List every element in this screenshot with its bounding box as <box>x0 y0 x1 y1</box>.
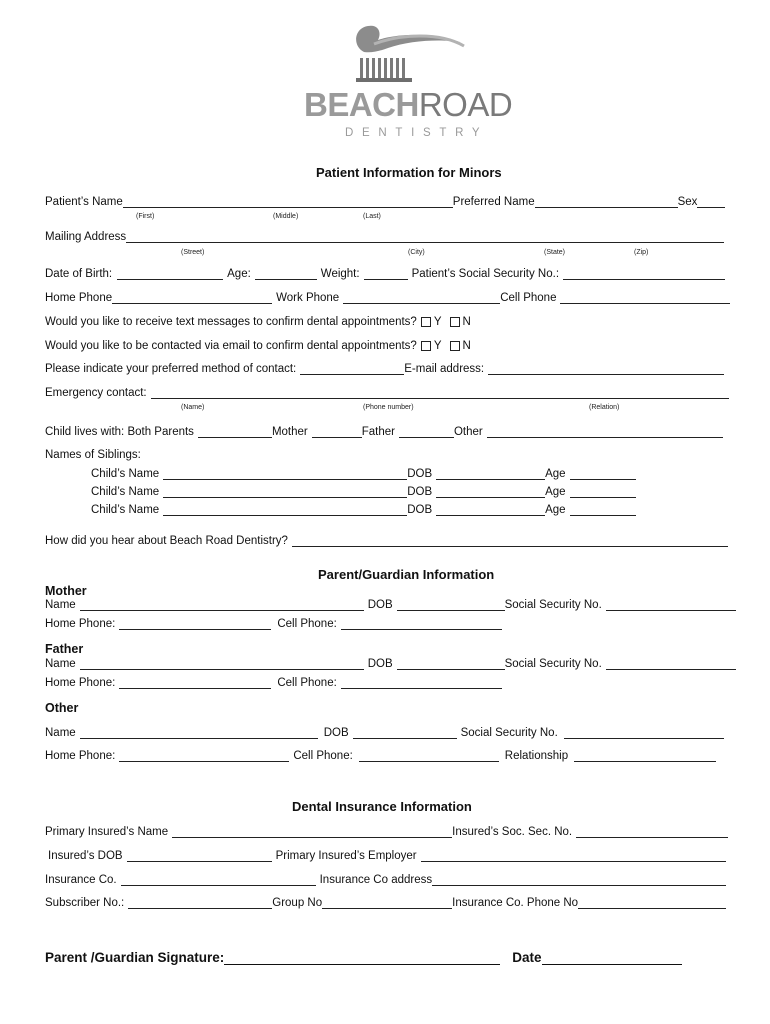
brand-road: ROAD <box>418 86 513 123</box>
father-home-phone-field[interactable] <box>119 677 271 689</box>
siblings-label: Names of Siblings: <box>45 449 141 461</box>
sex-label: Sex <box>677 196 698 208</box>
sub-zip: (Zip) <box>634 249 649 256</box>
emergency-field[interactable] <box>151 387 729 399</box>
subscriber-row <box>45 897 726 909</box>
dob-field[interactable] <box>117 268 223 280</box>
mother-heading: Mother <box>45 584 87 598</box>
insured-ssn-field[interactable] <box>576 826 728 838</box>
sibling-row <box>91 504 636 516</box>
mother-cell-phone-field[interactable] <box>341 618 502 630</box>
lives-other-field[interactable] <box>487 426 723 438</box>
brand-name <box>304 88 512 121</box>
email-question-row <box>45 340 471 352</box>
other-name-field[interactable] <box>80 727 318 739</box>
father-home-phone-label: Home Phone: <box>45 677 116 689</box>
sibling-row <box>91 486 636 498</box>
other-home-phone-label: Home Phone: <box>45 750 116 762</box>
mother-dob-field[interactable] <box>397 599 505 611</box>
email-no-checkbox[interactable] <box>450 341 460 351</box>
sub-middle: (Middle) <box>273 213 299 220</box>
work-phone-label: Work Phone <box>276 292 340 304</box>
sex-field[interactable] <box>697 196 725 208</box>
emergency-label: Emergency contact: <box>45 387 147 399</box>
sibling-age-label: Age <box>545 468 566 480</box>
cell-phone-label: Cell Phone <box>500 292 557 304</box>
father-name-field[interactable] <box>80 658 364 670</box>
insurance-phone-field[interactable] <box>578 897 726 909</box>
referral-field[interactable] <box>292 535 728 547</box>
mother-dob-label: DOB <box>367 599 393 611</box>
father-name-label: Name <box>45 658 76 670</box>
sibling-age-field[interactable] <box>570 468 636 480</box>
mailing-address-row <box>45 231 724 243</box>
preferred-name-field[interactable] <box>535 196 678 208</box>
email-address-label: E-mail address: <box>404 363 485 375</box>
sibling-row <box>91 468 636 480</box>
mother-home-phone-field[interactable] <box>119 618 271 630</box>
other-name-label: Name <box>45 727 76 739</box>
other-ssn-field[interactable] <box>564 727 724 739</box>
sibling-dob-field[interactable] <box>436 468 545 480</box>
primary-insured-name-field[interactable] <box>172 826 452 838</box>
other-dob-label: DOB <box>323 727 349 739</box>
insurance-company-label: Insurance Co. <box>45 874 117 886</box>
dob-row <box>45 268 725 280</box>
mother-home-phone-label: Home Phone: <box>45 618 116 630</box>
age-field[interactable] <box>255 268 317 280</box>
father-cell-phone-label: Cell Phone: <box>277 677 337 689</box>
referral-row <box>45 535 728 547</box>
patient-name-label: Patient’s Name <box>45 196 123 208</box>
text-yes-checkbox[interactable] <box>421 317 431 327</box>
mailing-address-field[interactable] <box>126 231 724 243</box>
sibling-dob-field[interactable] <box>436 504 545 516</box>
employer-field[interactable] <box>421 850 726 862</box>
patient-ssn-field[interactable] <box>563 268 725 280</box>
patient-name-row <box>45 196 725 208</box>
insurance-section-title: Dental Insurance Information <box>292 799 472 814</box>
lives-mother-label: Mother <box>271 426 308 438</box>
patient-name-field[interactable] <box>123 196 453 208</box>
subscriber-field[interactable] <box>128 897 272 909</box>
lives-other-label: Other <box>453 426 483 438</box>
sub-first: (First) <box>136 213 155 220</box>
referral-label: How did you hear about Beach Road Dentistry? <box>45 535 288 547</box>
mother-cell-phone-label: Cell Phone: <box>277 618 337 630</box>
contact-method-field[interactable] <box>300 363 404 375</box>
sibling-dob-label: DOB <box>407 468 433 480</box>
email-yes-checkbox[interactable] <box>421 341 431 351</box>
other-ssn-label: Social Security No. <box>460 727 558 739</box>
sibling-age-field[interactable] <box>570 504 636 516</box>
other-home-phone-field[interactable] <box>119 750 289 762</box>
both-parents-field[interactable] <box>198 426 272 438</box>
insurance-phone-label: Insurance Co. Phone No <box>452 897 579 909</box>
weight-label: Weight: <box>320 268 360 280</box>
toothbrush-logo-icon <box>350 22 470 84</box>
insured-dob-label: Insured’s DOB <box>48 850 123 862</box>
lives-with-row <box>45 426 723 438</box>
email-question: Would you like to be contacted via email to confirm dental appointments? <box>45 340 417 352</box>
work-phone-field[interactable] <box>343 292 500 304</box>
mother-name-field[interactable] <box>80 599 364 611</box>
emergency-row <box>45 387 729 399</box>
dob-label: Date of Birth: <box>45 268 113 280</box>
text-question-row <box>45 316 471 328</box>
other-phone-row <box>45 750 716 762</box>
sibling-name-label: Child’s Name <box>91 468 160 480</box>
signature-field[interactable] <box>224 951 500 965</box>
sub-emergency-name: (Name) <box>181 404 205 411</box>
other-cell-phone-field[interactable] <box>359 750 499 762</box>
text-yes-label: Y <box>433 316 442 328</box>
other-heading: Other <box>45 701 79 715</box>
group-field[interactable] <box>322 897 452 909</box>
insurance-company-row <box>45 874 726 886</box>
sub-last: (Last) <box>363 213 381 220</box>
insured-dob-row <box>48 850 726 862</box>
sibling-name-field[interactable] <box>163 486 407 498</box>
home-phone-label: Home Phone <box>45 292 113 304</box>
brand-beach: BEACH <box>304 86 419 123</box>
mailing-address-label: Mailing Address <box>45 231 127 243</box>
sibling-age-label: Age <box>545 504 566 516</box>
signature-date-label: Date <box>512 950 542 965</box>
signature-date-field[interactable] <box>542 951 682 965</box>
email-no-label: N <box>462 340 471 352</box>
father-phone-row <box>45 677 502 689</box>
text-no-checkbox[interactable] <box>450 317 460 327</box>
text-no-label: N <box>462 316 471 328</box>
brand-subtitle: DENTISTRY <box>345 127 489 139</box>
age-label: Age: <box>227 268 251 280</box>
sub-street: (Street) <box>181 249 205 256</box>
form-title: Patient Information for Minors <box>316 165 502 180</box>
other-dob-field[interactable] <box>353 727 457 739</box>
home-phone-field[interactable] <box>112 292 272 304</box>
insured-ssn-label: Insured’s Soc. Sec. No. <box>452 826 573 838</box>
insured-dob-field[interactable] <box>127 850 272 862</box>
sub-city: (City) <box>408 249 425 256</box>
siblings-heading-row <box>45 449 141 461</box>
lives-mother-field[interactable] <box>312 426 362 438</box>
sibling-age-label: Age <box>545 486 566 498</box>
father-name-row <box>45 658 736 670</box>
phone-row <box>45 292 730 304</box>
mother-phone-row <box>45 618 502 630</box>
mother-ssn-field[interactable] <box>606 599 736 611</box>
sibling-dob-label: DOB <box>407 504 433 516</box>
sub-state: (State) <box>544 249 566 256</box>
patient-ssn-label: Patient’s Social Security No.: <box>411 268 560 280</box>
sibling-name-field[interactable] <box>163 504 407 516</box>
father-cell-phone-field[interactable] <box>341 677 502 689</box>
father-ssn-label: Social Security No. <box>504 658 602 670</box>
sub-emergency-relation: (Relation) <box>589 404 620 411</box>
father-dob-label: DOB <box>367 658 393 670</box>
relationship-field[interactable] <box>574 750 716 762</box>
father-heading: Father <box>45 642 84 656</box>
sibling-dob-label: DOB <box>407 486 433 498</box>
father-dob-field[interactable] <box>397 658 505 670</box>
weight-field[interactable] <box>364 268 408 280</box>
sibling-dob-field[interactable] <box>436 486 545 498</box>
signature-row <box>45 950 682 965</box>
primary-insured-name-label: Primary Insured’s Name <box>45 826 169 838</box>
insurance-address-label: Insurance Co address <box>319 874 433 886</box>
signature-label: Parent /Guardian Signature: <box>45 950 225 965</box>
sibling-age-field[interactable] <box>570 486 636 498</box>
mother-name-row <box>45 599 736 611</box>
sibling-name-label: Child’s Name <box>91 486 160 498</box>
contact-method-label: Please indicate your preferred method of contact: <box>45 363 297 375</box>
sub-emergency-phone: (Phone number) <box>363 404 414 411</box>
lives-father-field[interactable] <box>399 426 454 438</box>
mother-ssn-label: Social Security No. <box>504 599 602 611</box>
sibling-name-label: Child’s Name <box>91 504 160 516</box>
lives-with-label: Child lives with: Both Parents <box>45 426 194 438</box>
email-yes-label: Y <box>433 340 442 352</box>
cell-phone-field[interactable] <box>560 292 730 304</box>
preferred-name-label: Preferred Name <box>452 196 535 208</box>
other-name-row <box>45 727 724 739</box>
insured-name-row <box>45 826 728 838</box>
lives-father-label: Father <box>361 426 395 438</box>
text-question: Would you like to receive text messages to confirm dental appointments? <box>45 316 417 328</box>
mother-name-label: Name <box>45 599 76 611</box>
group-label: Group No <box>272 897 323 909</box>
sibling-name-field[interactable] <box>163 468 407 480</box>
relationship-label: Relationship <box>504 750 569 762</box>
subscriber-label: Subscriber No.: <box>45 897 125 909</box>
insurance-address-field[interactable] <box>432 874 726 886</box>
father-ssn-field[interactable] <box>606 658 736 670</box>
employer-label: Primary Insured’s Employer <box>275 850 417 862</box>
insurance-company-field[interactable] <box>121 874 316 886</box>
other-cell-phone-label: Cell Phone: <box>293 750 353 762</box>
guardian-section-title: Parent/Guardian Information <box>318 567 495 582</box>
email-address-field[interactable] <box>488 363 724 375</box>
contact-method-row <box>45 363 724 375</box>
